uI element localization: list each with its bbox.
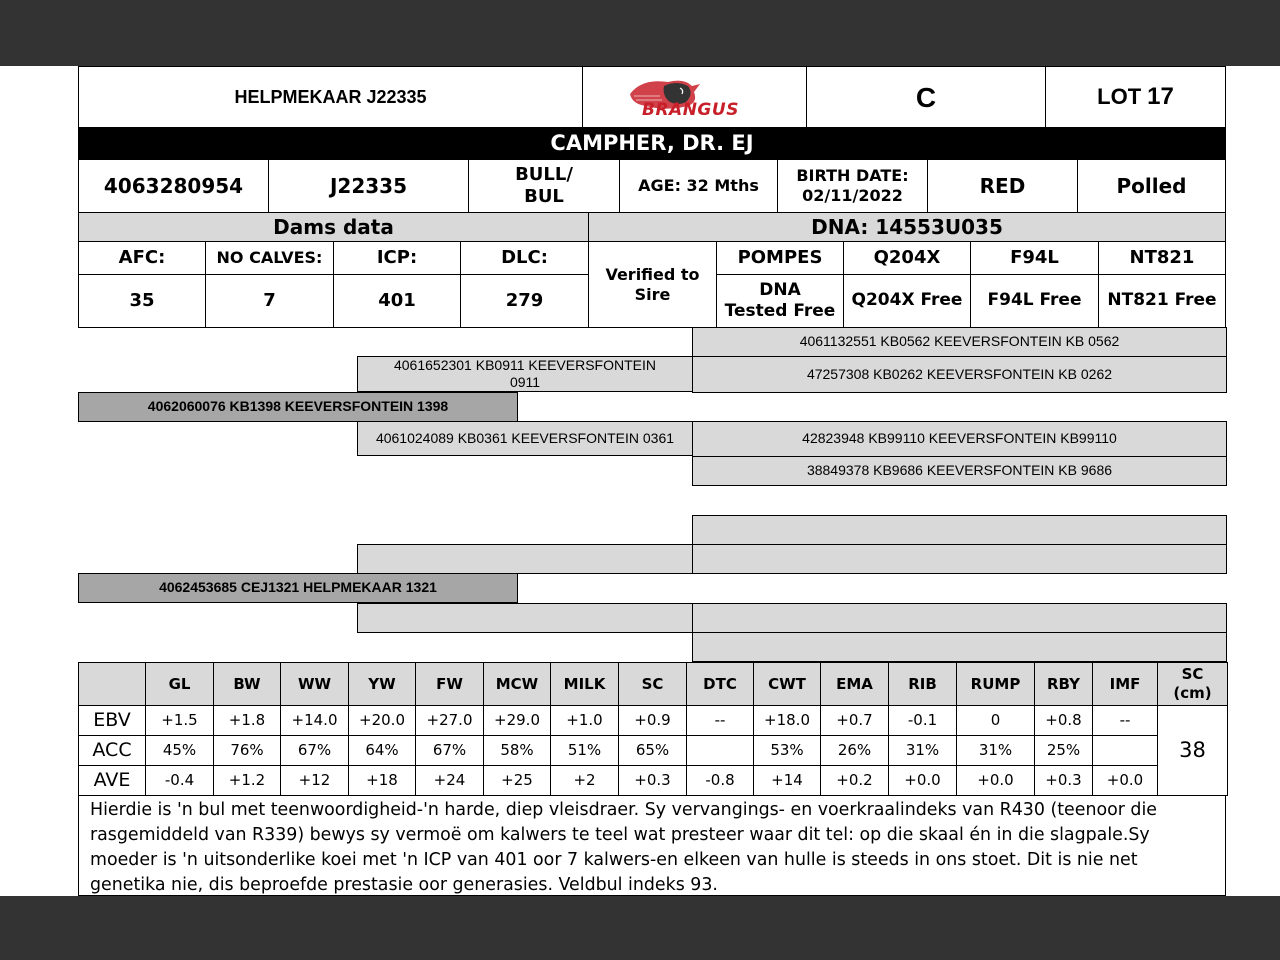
- ebv-column-header: EMA: [820, 662, 889, 706]
- pedigree-dam-sire: [357, 544, 693, 574]
- ebv-header-corner: [78, 662, 146, 706]
- ebv-value-cell: +29.0: [483, 705, 551, 736]
- ebv-value-cell: +0.3: [1034, 765, 1093, 796]
- ebv-column-header: DTC: [686, 662, 754, 706]
- ebv-column-header: BW: [213, 662, 281, 706]
- icp-value: 401: [333, 274, 461, 328]
- pedigree-dam: 4062453685 CEJ1321 HELPMEKAAR 1321: [78, 573, 518, 603]
- pedigree-dam-sire-sire: [692, 515, 1227, 545]
- dna-test-f94l: F94L: [970, 241, 1099, 275]
- dna-result-q204x: Q204X Free: [843, 274, 971, 328]
- breeder-name: CAMPHER, DR. EJ: [78, 127, 1226, 159]
- registration-number: 4063280954: [78, 159, 269, 213]
- grade-letter: C: [806, 66, 1046, 128]
- animal-name: HELPMEKAAR J22335: [78, 66, 583, 128]
- lot-catalogue-card: [0, 66, 1280, 896]
- ebv-column-header: MCW: [483, 662, 551, 706]
- pedigree-sire-dam: 4061024089 KB0361 KEEVERSFONTEIN 0361: [357, 421, 693, 456]
- ebv-value-cell: +0.3: [618, 765, 687, 796]
- ebv-value-cell: +18: [348, 765, 416, 796]
- birth-date: 02/11/2022: [802, 186, 903, 205]
- sc-cm-value: 38: [1157, 705, 1228, 796]
- tattoo-number: J22335: [268, 159, 469, 213]
- ebv-column-header: IMF: [1092, 662, 1158, 706]
- dna-result-pompes-line2: Tested Free: [724, 301, 836, 321]
- icp-label: ICP:: [333, 241, 461, 275]
- ebv-column-header: YW: [348, 662, 416, 706]
- ebv-value-cell: 31%: [956, 735, 1035, 766]
- dams-data-header: Dams data: [78, 212, 589, 242]
- ebv-column-header: RBY: [1034, 662, 1093, 706]
- age: AGE: 32 Mths: [619, 159, 778, 213]
- birth-date-cell: [777, 159, 928, 213]
- pedigree-dam-dam-dam: [692, 632, 1227, 662]
- ebv-row-label: EBV: [78, 705, 146, 736]
- no-calves-value: 7: [205, 274, 334, 328]
- ebv-value-cell: [686, 735, 754, 766]
- sex-line1: BULL/: [515, 163, 573, 185]
- ebv-value-cell: 58%: [483, 735, 551, 766]
- lot-number-cell: [1045, 66, 1226, 128]
- ebv-column-header: RUMP: [956, 662, 1035, 706]
- dna-result-pompes: [716, 274, 844, 328]
- ebv-value-cell: 0: [956, 705, 1035, 736]
- dna-test-nt821: NT821: [1098, 241, 1226, 275]
- ebv-value-cell: +1.2: [213, 765, 281, 796]
- ebv-value-cell: [1092, 735, 1158, 766]
- birth-date-label: BIRTH DATE:: [796, 166, 909, 185]
- logo-text: BRANGUS: [642, 100, 739, 120]
- pedigree-sire: 4062060076 KB1398 KEEVERSFONTEIN 1398: [78, 392, 518, 422]
- ebv-value-cell: 53%: [753, 735, 821, 766]
- ebv-value-cell: -0.8: [686, 765, 754, 796]
- ebv-value-cell: 76%: [213, 735, 281, 766]
- ebv-value-cell: 64%: [348, 735, 416, 766]
- horn-status: Polled: [1077, 159, 1226, 213]
- afc-value: 35: [78, 274, 206, 328]
- ebv-value-cell: 45%: [145, 735, 214, 766]
- ebv-value-cell: +14: [753, 765, 821, 796]
- pedigree-sire-sire-sire: 4061132551 KB0562 KEEVERSFONTEIN KB 0562: [692, 327, 1227, 357]
- verified-line2: Sire: [634, 284, 671, 304]
- dlc-value: 279: [460, 274, 589, 328]
- colour: RED: [927, 159, 1078, 213]
- description-text: Hierdie is 'n bul met teenwoordigheid-'n harde, diep vleisdraer. Sy vervangings- en voerkraalindeks van R430 (teenoor die rasgemiddeld van R339) bewys sy vermoë om kalwers te teel wat presteer waar dit tel: op die skaal én in die slagpale.Sy moeder is 'n uitsonderlike koei met 'n ICP van 401 oor 7 kalwers-en elkeen van hulle is steeds in ons stoet. Dit is nie net genetika nie, dis beproefde prestasie oor generasies. Veldbul indeks 93.: [78, 795, 1226, 896]
- lot-label: LOT: [1097, 84, 1142, 110]
- ebv-value-cell: 65%: [618, 735, 687, 766]
- ebv-column-header: FW: [415, 662, 484, 706]
- ebv-column-header: RIB: [888, 662, 957, 706]
- ebv-value-cell: +0.0: [1092, 765, 1158, 796]
- sc-cm-header: SC (cm): [1157, 662, 1228, 706]
- ebv-value-cell: +0.7: [820, 705, 889, 736]
- pedigree-dam-dam: [357, 603, 693, 633]
- ebv-value-cell: +25: [483, 765, 551, 796]
- ebv-value-cell: +0.0: [888, 765, 957, 796]
- lot-number: 17: [1147, 83, 1174, 110]
- verified-line1: Verified to: [605, 264, 700, 284]
- pedigree-sire-dam-sire: 42823948 KB99110 KEEVERSFONTEIN KB99110: [692, 421, 1227, 457]
- ebv-value-cell: +20.0: [348, 705, 416, 736]
- ebv-value-cell: +12: [280, 765, 349, 796]
- ebv-column-header: WW: [280, 662, 349, 706]
- sex-line2: BUL: [524, 186, 564, 207]
- pedigree-sire-dam-dam: 38849378 KB9686 KEEVERSFONTEIN KB 9686: [692, 456, 1227, 486]
- ebv-value-cell: 67%: [280, 735, 349, 766]
- ebv-value-cell: 26%: [820, 735, 889, 766]
- verified-to-sire: [588, 241, 717, 328]
- ebv-value-cell: +0.0: [956, 765, 1035, 796]
- ebv-value-cell: +1.5: [145, 705, 214, 736]
- dlc-label: DLC:: [460, 241, 589, 275]
- dna-result-f94l: F94L Free: [970, 274, 1099, 328]
- ebv-column-header: CWT: [753, 662, 821, 706]
- ebv-value-cell: +2: [550, 765, 619, 796]
- dna-result-nt821: NT821 Free: [1098, 274, 1226, 328]
- ebv-value-cell: +0.2: [820, 765, 889, 796]
- ebv-value-cell: +18.0: [753, 705, 821, 736]
- ebv-value-cell: 25%: [1034, 735, 1093, 766]
- ebv-value-cell: 51%: [550, 735, 619, 766]
- ebv-value-cell: +0.8: [1034, 705, 1093, 736]
- dna-header: DNA: 14553U035: [588, 212, 1226, 242]
- pedigree-sire-sire-dam: 47257308 KB0262 KEEVERSFONTEIN KB 0262: [692, 356, 1227, 393]
- pedigree-dam-dam-sire: [692, 603, 1227, 633]
- pedigree-sire-sire: 4061652301 KB0911 KEEVERSFONTEIN 0911: [357, 356, 693, 392]
- ebv-row-label: AVE: [78, 765, 146, 796]
- afc-label: AFC:: [78, 241, 206, 275]
- ebv-value-cell: 31%: [888, 735, 957, 766]
- dna-test-q204x: Q204X: [843, 241, 971, 275]
- ebv-value-cell: +1.0: [550, 705, 619, 736]
- ebv-value-cell: +14.0: [280, 705, 349, 736]
- ebv-value-cell: 67%: [415, 735, 484, 766]
- pedigree-dam-sire-dam: [692, 544, 1227, 574]
- ebv-value-cell: --: [686, 705, 754, 736]
- ebv-value-cell: +27.0: [415, 705, 484, 736]
- ebv-value-cell: --: [1092, 705, 1158, 736]
- ebv-column-header: GL: [145, 662, 214, 706]
- ebv-column-header: SC: [618, 662, 687, 706]
- ebv-value-cell: -0.1: [888, 705, 957, 736]
- ebv-row-label: ACC: [78, 735, 146, 766]
- no-calves-label: NO CALVES:: [205, 241, 334, 275]
- ebv-value-cell: -0.4: [145, 765, 214, 796]
- dna-test-pompes: POMPES: [716, 241, 844, 275]
- ebv-value-cell: +1.8: [213, 705, 281, 736]
- ebv-column-header: MILK: [550, 662, 619, 706]
- dna-result-pompes-line1: DNA: [759, 279, 801, 300]
- sex-cell: [468, 159, 620, 213]
- ebv-value-cell: +24: [415, 765, 484, 796]
- ebv-value-cell: +0.9: [618, 705, 687, 736]
